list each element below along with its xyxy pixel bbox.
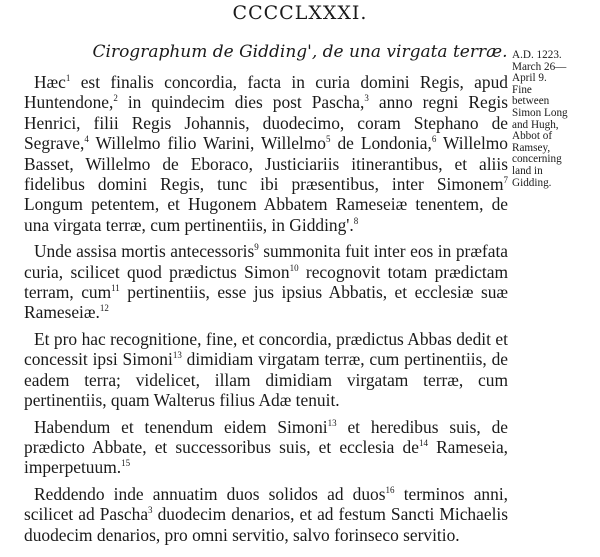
text-run: Et pro hac recognitione, fine, et concordia, prædictus Abbas dedit et concessit ipsi Simoni	[24, 328, 508, 370]
text-run: Habendum et tenendum eidem Simoni	[34, 416, 328, 437]
margin-note-line: Abbot of	[512, 130, 553, 143]
margin-note-line: concerning	[512, 153, 562, 166]
text-run: in quindecim dies post Pascha,	[117, 92, 365, 113]
text-run: de Londonia,	[330, 133, 432, 154]
text-run: Unde assisa mortis antecessoris	[34, 241, 255, 262]
footnote-marker: 5	[326, 134, 331, 145]
footnote-marker: 12	[99, 303, 109, 314]
margin-note-line: land in	[512, 164, 543, 177]
footnote-marker: 16	[385, 484, 395, 495]
paragraph	[24, 484, 508, 545]
text-run: Willelmo Basset, Willelmo de Eboraco, Justiciariis itinerantibus, et aliis fidelibus domini Regis, tunc ibi præsentibus, inter Simonem	[24, 133, 509, 195]
text-run: dimidiam virgatam terræ, cum pertinentiis, de eadem terra; videlicet, illam dimidiam virgatam terræ, cum pertinentiis, quam Walterus filius Adæ tenuit.	[24, 349, 509, 411]
footnote-marker: 2	[113, 93, 118, 104]
footnote-marker: 8	[353, 216, 359, 227]
text-run: Longum petentem, et Hugonem Abbatem Rameseiæ tenentem, de una virgata terræ, cum pertinentiis, in Gidding'.	[24, 194, 508, 235]
footnote-marker: 11	[111, 283, 120, 294]
text-run: Willelmo filio Warini, Willelmo	[88, 133, 326, 154]
text-run: duodecim denarios, et ad festum Sancti Michaelis duodecim denarios, pro omni servitio, salvo forinseco servitio.	[24, 504, 508, 545]
footnote-marker: 13	[327, 417, 337, 428]
footnote-marker: 15	[121, 458, 131, 469]
text-run: est finalis concordia, facta in curia domini Regis, apud Huntendone,	[24, 72, 508, 113]
margin-note-line: between	[512, 95, 550, 108]
margin-note-line: and Hugh,	[512, 118, 559, 131]
text-run: summonita fuit inter eos in præfata curia, scilicet quod prædictus Simon	[24, 241, 508, 282]
text-run: et heredibus suis, de prædicto Abbate, et successoribus suis, et ecclesia de	[24, 416, 508, 457]
margin-note-line: April 9.	[512, 72, 547, 85]
footnote-marker: 3	[148, 505, 153, 516]
margin-note-line: Simon Long	[512, 106, 568, 119]
text-run: Reddendo inde annuatim duos solidos ad duos	[34, 483, 386, 504]
margin-note-line: A.D. 1223.	[512, 49, 562, 61]
text-run: Hæc	[34, 72, 66, 92]
footnote-marker: 6	[431, 134, 437, 145]
footnote-marker: 13	[172, 350, 182, 361]
page-number: CCCCLXXXI.	[232, 2, 368, 24]
footnote-marker: 14	[418, 438, 428, 449]
text-run: recognovit totam prædictam terram, cum	[24, 261, 508, 303]
paragraph	[24, 72, 508, 235]
text-run: anno regni Regis Henrici, filii Regis Johannis, duodecimo, coram Stephano de Segrave,	[24, 92, 508, 154]
margin-note-line: Fine	[512, 83, 532, 96]
footnote-marker: 1	[65, 73, 71, 84]
footnote-marker: 10	[289, 262, 299, 273]
margin-note-line: March 26—	[512, 60, 567, 73]
main-text	[24, 72, 508, 551]
text-run: Rameseia, imperpetuum.	[24, 436, 509, 478]
text-run: pertinentiis, esse jus ipsius Abbatis, et ecclesiæ suæ Rameseiæ.	[24, 282, 509, 323]
paragraph	[24, 417, 508, 478]
text-run: terminos anni, scilicet ad Pascha	[24, 483, 508, 525]
paragraph	[24, 329, 508, 411]
paragraph	[24, 241, 508, 323]
footnote-marker: 3	[364, 93, 369, 104]
margin-note	[512, 50, 598, 189]
margin-note-line: Gidding.	[512, 176, 552, 189]
footnote-marker: 7	[503, 175, 508, 186]
margin-note-line: Ramsey,	[512, 141, 551, 154]
charter-heading: Cirographum de Gidding', de una virgata terræ.	[92, 42, 508, 62]
footnote-marker: 4	[84, 134, 89, 145]
footnote-marker: 9	[254, 242, 259, 253]
